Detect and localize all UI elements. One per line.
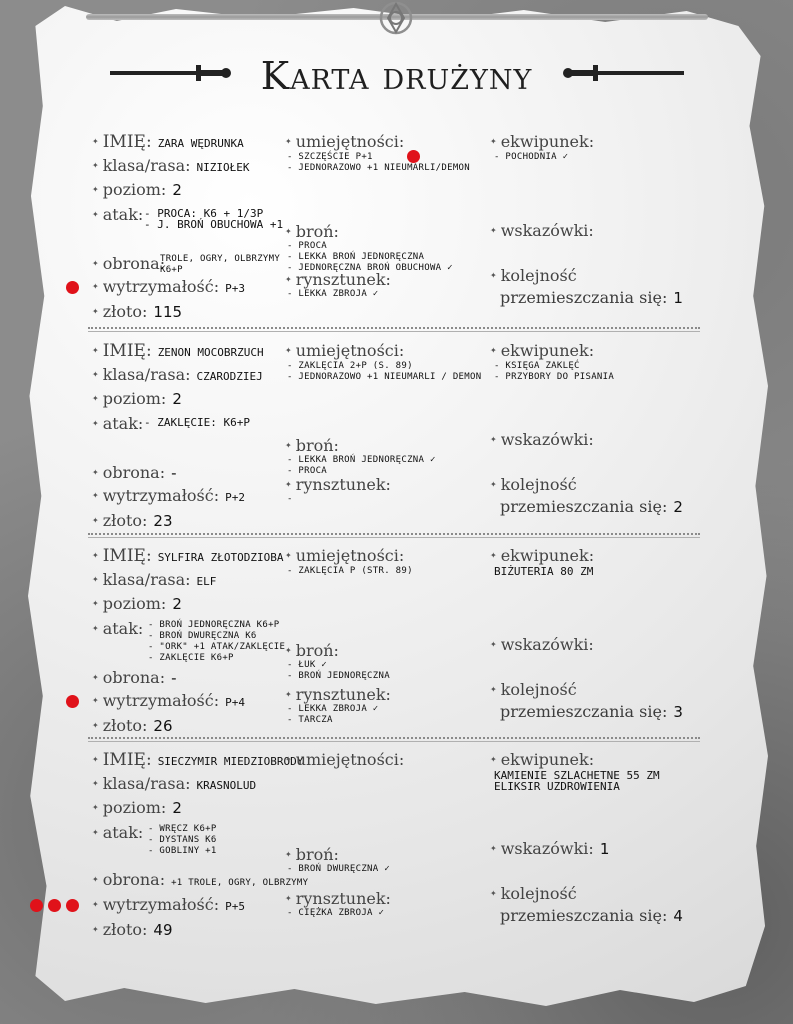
char4-skills-field-label: ✦ umiejętności: bbox=[285, 750, 404, 769]
char3-attack-notes-line: - BROŃ DWURĘCZNA K6 bbox=[148, 631, 257, 641]
char3-weapon-notes bbox=[287, 660, 390, 682]
char1-skills-notes-line: - JEDNORAZOWO +1 NIEUMARLI/DEMON bbox=[287, 163, 470, 173]
char2-equipment-notes-line: - PRZYBORY DO PISANIA bbox=[494, 372, 615, 382]
char4-gold-value: 49 bbox=[153, 921, 173, 939]
char3-attack-notes-line: - BROŃ JEDNORĘCZNA K6+P bbox=[148, 620, 280, 630]
char2-weapon-notes-line: - LEKKA BROŃ JEDNORĘCZNA ✓ bbox=[287, 455, 436, 465]
char4-defense-value: +1 TROLE, OGRY, OLBRZYMY bbox=[171, 878, 309, 888]
char1-armor-notes bbox=[287, 289, 379, 300]
char2-order-label-line2: przemieszczania się: 2 bbox=[500, 497, 683, 516]
char4-level-value: 2 bbox=[172, 799, 182, 817]
char4-attack-field-label: ✦ atak: bbox=[92, 823, 143, 842]
char4-name-value: SIECZYMIR MIEDZIOBRODY bbox=[157, 755, 304, 768]
char2-endurance-value: P+2 bbox=[225, 491, 245, 504]
char3-armor-notes-line: - TARCZA bbox=[287, 715, 333, 725]
char4-equipment-notes bbox=[494, 770, 660, 792]
char3-gold-field-label: ✦ złoto: bbox=[92, 716, 147, 735]
char4-gold-field-label: ✦ złoto: bbox=[92, 920, 147, 939]
char2-skills-field bbox=[285, 341, 404, 360]
char4-order-label-line2: przemieszczania się: 4 bbox=[500, 906, 683, 925]
char3-defense-value: - bbox=[171, 669, 177, 687]
char3-weapon-field-label: ✦ broń: bbox=[285, 641, 339, 660]
char3-level-field bbox=[92, 594, 182, 613]
char1-class-field-label: ✦ klasa/rasa: bbox=[92, 156, 191, 175]
char1-defense-field-label: ✦ obrona: bbox=[92, 254, 165, 273]
char2-equipment-notes bbox=[494, 361, 614, 383]
char4-attack-notes-line: - GOBLINY +1 bbox=[148, 846, 217, 856]
char1-armor-field bbox=[285, 270, 391, 289]
char4-order-value: 4 bbox=[673, 907, 683, 925]
char3-hints-field-label: ✦ wskazówki: bbox=[490, 635, 594, 654]
char1-order-value: 1 bbox=[673, 289, 683, 307]
char4-equipment-field bbox=[490, 750, 594, 769]
char3-attack-notes-line: - ZAKLĘCIE K6+P bbox=[148, 653, 234, 663]
char2-skills-notes-line: - ZAKLĘCIA 2+P (S. 89) bbox=[287, 361, 413, 371]
char2-attack-field-label: ✦ atak: bbox=[92, 414, 143, 433]
char3-armor-field bbox=[285, 685, 391, 704]
char2-skills-notes-line: - JEDNORAZOWO +1 NIEUMARLI / DEMON bbox=[287, 372, 482, 382]
char3-class-value: ELF bbox=[196, 575, 217, 588]
char2-name-field-label: ✦ IMIĘ: bbox=[92, 341, 152, 361]
char3-weapon-notes-line: - BROŃ JEDNORĘCZNA bbox=[287, 671, 390, 681]
section-separator bbox=[88, 533, 700, 535]
char4-defense-field-label: ✦ obrona: bbox=[92, 870, 165, 889]
char1-attack-field bbox=[92, 205, 143, 224]
char3-weapon-notes-line: - ŁUK ✓ bbox=[287, 660, 328, 670]
char1-armor-field-label: ✦ rynsztunek: bbox=[285, 270, 391, 289]
char1-equipment-field bbox=[490, 132, 594, 151]
char2-armor-notes-line: - bbox=[287, 494, 293, 504]
char2-equipment-field-label: ✦ ekwipunek: bbox=[490, 341, 594, 360]
char2-gold-field bbox=[92, 511, 173, 530]
char1-skills-notes-line: - SZCZĘŚCIE P+1 bbox=[287, 152, 373, 162]
char3-gold-value: 26 bbox=[153, 717, 173, 735]
char1-hints-field-label: ✦ wskazówki: bbox=[490, 221, 594, 240]
char1-weapon-field bbox=[285, 222, 339, 241]
char2-armor-field bbox=[285, 475, 391, 494]
char4-weapon-notes bbox=[287, 864, 390, 875]
char3-skills-notes bbox=[287, 566, 413, 577]
char1-weapon-notes-line: - PROCA bbox=[287, 241, 328, 251]
char1-attack-field-label: ✦ atak: bbox=[92, 205, 143, 224]
char3-attack-notes bbox=[148, 620, 285, 664]
char2-equipment-notes-line: - KSIĘGA ZAKLĘĆ bbox=[494, 361, 580, 371]
char1-hints-field bbox=[490, 221, 594, 240]
char2-attack-field bbox=[92, 414, 143, 433]
char1-weapon-field-label: ✦ broń: bbox=[285, 222, 339, 241]
char2-defense-field bbox=[92, 463, 177, 482]
char3-endurance-field-label: ✦ wytrzymałość: bbox=[92, 691, 219, 710]
char1-order-label-line2: przemieszczania się: 1 bbox=[500, 288, 683, 307]
char1-endurance-value: P+3 bbox=[225, 282, 245, 295]
char2-gold-value: 23 bbox=[153, 512, 173, 530]
char2-level-field-label: ✦ poziom: bbox=[92, 389, 166, 408]
char4-attack-notes bbox=[148, 824, 217, 857]
char2-endurance-field-label: ✦ wytrzymałość: bbox=[92, 486, 219, 505]
char1-attack-notes-line: - J. BROŃ OBUCHOWA +1 bbox=[144, 218, 284, 231]
char1-order-field bbox=[490, 266, 577, 285]
char1-defense-field bbox=[92, 254, 165, 273]
char4-equipment-notes-line: KAMIENIE SZLACHETNE 55 ZM bbox=[494, 769, 660, 782]
char3-attack-field-label: ✦ atak: bbox=[92, 619, 143, 638]
char4-endurance-field bbox=[92, 895, 245, 914]
char1-attack-notes bbox=[144, 208, 283, 230]
char4-attack-notes-line: - DYSTANS K6 bbox=[148, 835, 217, 845]
char4-attack-field bbox=[92, 823, 143, 842]
char4-endurance-marker bbox=[30, 899, 43, 912]
char1-endurance-field bbox=[92, 277, 245, 296]
char3-class-field-label: ✦ klasa/rasa: bbox=[92, 570, 191, 589]
char2-hints-field-label: ✦ wskazówki: bbox=[490, 430, 594, 449]
char4-endurance-value: P+5 bbox=[225, 900, 245, 913]
char1-weapon-notes-line: - JEDNORĘCZNA BROŃ OBUCHOWA ✓ bbox=[287, 263, 453, 273]
char1-skill-marker bbox=[407, 150, 420, 163]
char1-endurance-marker bbox=[66, 281, 79, 294]
char3-endurance-field bbox=[92, 691, 245, 710]
char2-class-field bbox=[92, 365, 263, 384]
char4-armor-field-label: ✦ rynsztunek: bbox=[285, 889, 391, 908]
char3-level-value: 2 bbox=[172, 595, 182, 613]
char2-order-field-label: ✦ kolejność bbox=[490, 475, 577, 494]
char4-skills-field bbox=[285, 750, 404, 769]
char1-equipment-notes-line: - POCHODNIA ✓ bbox=[494, 152, 569, 162]
char4-name-field bbox=[92, 750, 303, 770]
char2-order-field bbox=[490, 475, 577, 494]
char3-hints-field bbox=[490, 635, 594, 654]
char2-endurance-field bbox=[92, 486, 245, 505]
char2-class-value: CZARODZIEJ bbox=[196, 370, 263, 383]
char3-name-field-label: ✦ IMIĘ: bbox=[92, 546, 152, 566]
char2-order-value: 2 bbox=[673, 498, 683, 516]
char1-gold-value: 115 bbox=[153, 303, 183, 321]
char3-gold-field bbox=[92, 716, 173, 735]
char4-name-field-label: ✦ IMIĘ: bbox=[92, 750, 152, 770]
char3-order-label-line2: przemieszczania się: 3 bbox=[500, 702, 683, 721]
char2-armor-field-label: ✦ rynsztunek: bbox=[285, 475, 391, 494]
char1-gold-field-label: ✦ złoto: bbox=[92, 302, 147, 321]
char2-attack-notes-line: - ZAKLĘCIE: K6+P bbox=[144, 416, 250, 429]
char4-hints-field-label: ✦ wskazówki: bbox=[490, 839, 594, 858]
char3-order-field bbox=[490, 680, 577, 699]
char3-skills-field-label: ✦ umiejętności: bbox=[285, 546, 404, 565]
section-separator bbox=[88, 327, 700, 329]
char4-weapon-field-label: ✦ broń: bbox=[285, 845, 339, 864]
char3-order-value: 3 bbox=[673, 703, 683, 721]
char2-equipment-field bbox=[490, 341, 594, 360]
char3-name-field bbox=[92, 546, 284, 566]
char3-class-field bbox=[92, 570, 216, 589]
char2-defense-field-label: ✦ obrona: bbox=[92, 463, 165, 482]
char4-armor-notes-line: - CIĘŻKA ZBROJA ✓ bbox=[287, 908, 385, 918]
char3-armor-field-label: ✦ rynsztunek: bbox=[285, 685, 391, 704]
char1-defense-notes-line: K6+P bbox=[160, 265, 183, 275]
char4-endurance-marker bbox=[48, 899, 61, 912]
char3-endurance-value: P+4 bbox=[225, 696, 245, 709]
char3-attack-notes-line: - "ORK" +1 ATAK/ZAKLĘCIE bbox=[148, 642, 286, 652]
char3-name-value: SYLFIRA ZŁOTODZIOBA bbox=[157, 551, 284, 564]
char3-equipment-notes-line: BIŻUTERIA 80 ZM bbox=[494, 565, 594, 578]
char1-endurance-field-label: ✦ wytrzymałość: bbox=[92, 277, 219, 296]
char4-defense-field bbox=[92, 870, 308, 889]
char1-defense-notes-line: TROLE, OGRY, OLBRZYMY bbox=[160, 254, 281, 264]
char4-weapon-field bbox=[285, 845, 339, 864]
char3-defense-field-label: ✦ obrona: bbox=[92, 668, 165, 687]
char3-attack-field bbox=[92, 619, 143, 638]
char3-equipment-notes bbox=[494, 566, 593, 577]
char3-equipment-field bbox=[490, 546, 594, 565]
celtic-knot-icon bbox=[368, 0, 424, 40]
char4-level-field bbox=[92, 798, 182, 817]
char3-order-field-label: ✦ kolejność bbox=[490, 680, 577, 699]
char1-name-value: ZARA WĘDRUNKA bbox=[157, 137, 244, 150]
char1-level-field bbox=[92, 180, 182, 199]
char1-armor-notes-line: - LEKKA ZBROJA ✓ bbox=[287, 289, 379, 299]
char2-weapon-notes bbox=[287, 455, 436, 477]
char1-equipment-notes bbox=[494, 152, 568, 163]
char1-gold-field bbox=[92, 302, 182, 321]
char3-endurance-marker bbox=[66, 695, 79, 708]
char4-weapon-notes-line: - BROŃ DWURĘCZNA ✓ bbox=[287, 864, 390, 874]
char1-level-value: 2 bbox=[172, 181, 182, 199]
char4-hints-value: 1 bbox=[599, 840, 610, 858]
char1-defense-notes bbox=[160, 254, 280, 276]
char4-hints-field bbox=[490, 839, 609, 858]
char4-order-field bbox=[490, 884, 577, 903]
char3-weapon-field bbox=[285, 641, 339, 660]
char4-order-field-label: ✦ kolejność bbox=[490, 884, 577, 903]
char3-skills-notes-line: - ZAKLĘCIA P (STR. 89) bbox=[287, 566, 413, 576]
char2-weapon-notes-line: - PROCA bbox=[287, 466, 328, 476]
char3-level-field-label: ✦ poziom: bbox=[92, 594, 166, 613]
char4-equipment-field-label: ✦ ekwipunek: bbox=[490, 750, 594, 769]
char4-endurance-field-label: ✦ wytrzymałość: bbox=[92, 895, 219, 914]
char1-name-field-label: ✦ IMIĘ: bbox=[92, 132, 152, 152]
char1-skills-field-label: ✦ umiejętności: bbox=[285, 132, 404, 151]
char2-hints-field bbox=[490, 430, 594, 449]
char4-armor-notes bbox=[287, 908, 384, 919]
char2-class-field-label: ✦ klasa/rasa: bbox=[92, 365, 191, 384]
char1-weapon-notes-line: - LEKKA BROŃ JEDNORĘCZNA bbox=[287, 252, 425, 262]
char4-class-field bbox=[92, 774, 256, 793]
char1-skills-notes bbox=[287, 152, 470, 174]
char4-attack-notes-line: - WRĘCZ K6+P bbox=[148, 824, 217, 834]
char2-defense-value: - bbox=[171, 464, 177, 482]
char3-equipment-field-label: ✦ ekwipunek: bbox=[490, 546, 594, 565]
char1-level-field-label: ✦ poziom: bbox=[92, 180, 166, 199]
section-separator bbox=[88, 737, 700, 739]
char2-attack-notes bbox=[144, 417, 250, 428]
char4-armor-field bbox=[285, 889, 391, 908]
char1-order-field-label: ✦ kolejność bbox=[490, 266, 577, 285]
char2-weapon-field bbox=[285, 436, 339, 455]
char1-skills-field bbox=[285, 132, 404, 151]
char2-weapon-field-label: ✦ broń: bbox=[285, 436, 339, 455]
char2-skills-field-label: ✦ umiejętności: bbox=[285, 341, 404, 360]
char2-gold-field-label: ✦ złoto: bbox=[92, 511, 147, 530]
char2-level-value: 2 bbox=[172, 390, 182, 408]
char4-equipment-notes-line: ELIKSIR UZDROWIENIA bbox=[494, 780, 620, 793]
char1-class-value: NIZIOŁEK bbox=[196, 161, 250, 174]
char2-armor-notes bbox=[287, 494, 293, 505]
char4-endurance-marker bbox=[66, 899, 79, 912]
char3-skills-field bbox=[285, 546, 404, 565]
char2-name-value: ZENON MOCOBRZUCH bbox=[157, 346, 264, 359]
char2-level-field bbox=[92, 389, 182, 408]
char3-armor-notes-line: - LEKKA ZBROJA ✓ bbox=[287, 704, 379, 714]
char4-class-value: KRASNOLUD bbox=[196, 779, 257, 792]
char4-class-field-label: ✦ klasa/rasa: bbox=[92, 774, 191, 793]
char1-name-field bbox=[92, 132, 244, 152]
page-title: Karta drużyny bbox=[260, 54, 533, 98]
char1-equipment-field-label: ✦ ekwipunek: bbox=[490, 132, 594, 151]
char3-armor-notes bbox=[287, 704, 379, 726]
char1-attack-notes-line: - PROCA: K6 + 1/3P bbox=[144, 207, 264, 220]
char1-class-field bbox=[92, 156, 250, 175]
char4-gold-field bbox=[92, 920, 173, 939]
char2-skills-notes bbox=[287, 361, 481, 383]
char4-level-field-label: ✦ poziom: bbox=[92, 798, 166, 817]
char2-name-field bbox=[92, 341, 264, 361]
char3-defense-field bbox=[92, 668, 177, 687]
